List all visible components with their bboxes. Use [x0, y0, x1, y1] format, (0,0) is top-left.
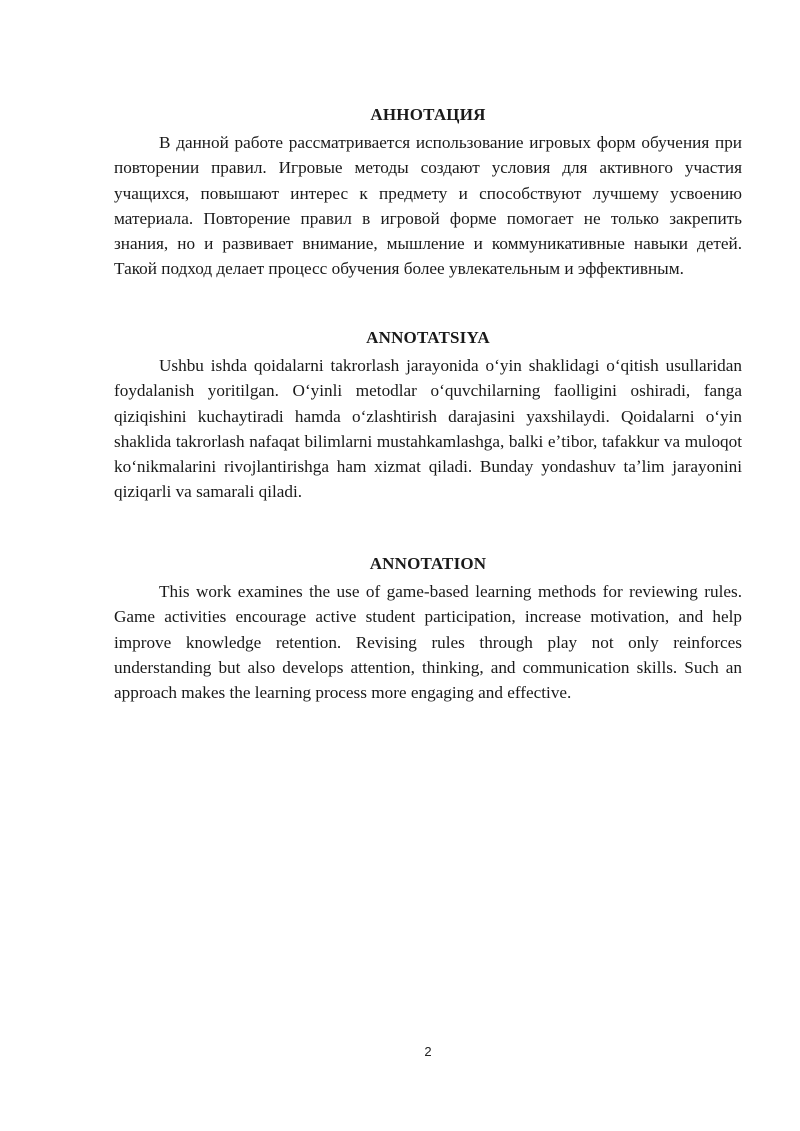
section-paragraph-english: This work examines the use of game-based learning methods for reviewing rules. Game activities encourage active student participation, increase motivation, and help improve knowledge retention. Revising rules through play not only reinforces understanding but also develops attention, thinking, and communication skills. Such an approach makes the learning process more engaging and effective.: [114, 582, 742, 703]
page-number: 2: [424, 1044, 432, 1059]
section-paragraph-russian: В данной работе рассматривается использование игровых форм обучения при повторении правил. Игровые методы создают условия для активного участия учащихся, повышают интерес к предмету и способствуют лучшему усвоению материала. Повторение правил в игровой форме помогает не только закрепить знания, но и развивает внимание, мышление и коммуникативные навыки детей. Такой подход делает процесс обучения более увлекательным и эффективным.: [114, 133, 742, 279]
section-heading-uzbek: ANNOTATSIYA: [366, 328, 490, 347]
annotation-section-english: [114, 554, 742, 705]
section-heading-english: ANNOTATION: [369, 554, 487, 573]
annotation-section-uzbek: [114, 328, 742, 505]
section-heading-russian: АННОТАЦИЯ: [370, 105, 486, 124]
section-paragraph-uzbek: Ushbu ishda qoidalarni takrorlash jarayonida oʻyin shaklidagi oʻqitish usullaridan foydalanish yoritilgan. Oʻyinli metodlar oʻquvchilarning faolligini oshiradi, fanga qiziqishini kuchaytiradi hamda oʻzlashtirish darajasini yaxshilaydi. Qoidalarni oʻyin shaklida takrorlash nafaqat bilimlarni mustahkamlashga, balki eʼtibor, tafakkur va muloqot koʻnikmalarini rivojlantirishga ham xizmat qiladi. Bunday yondashuv taʼlim jarayonini qiziqarli va samarali qiladi.: [114, 356, 742, 502]
annotation-section-russian: [114, 105, 742, 282]
